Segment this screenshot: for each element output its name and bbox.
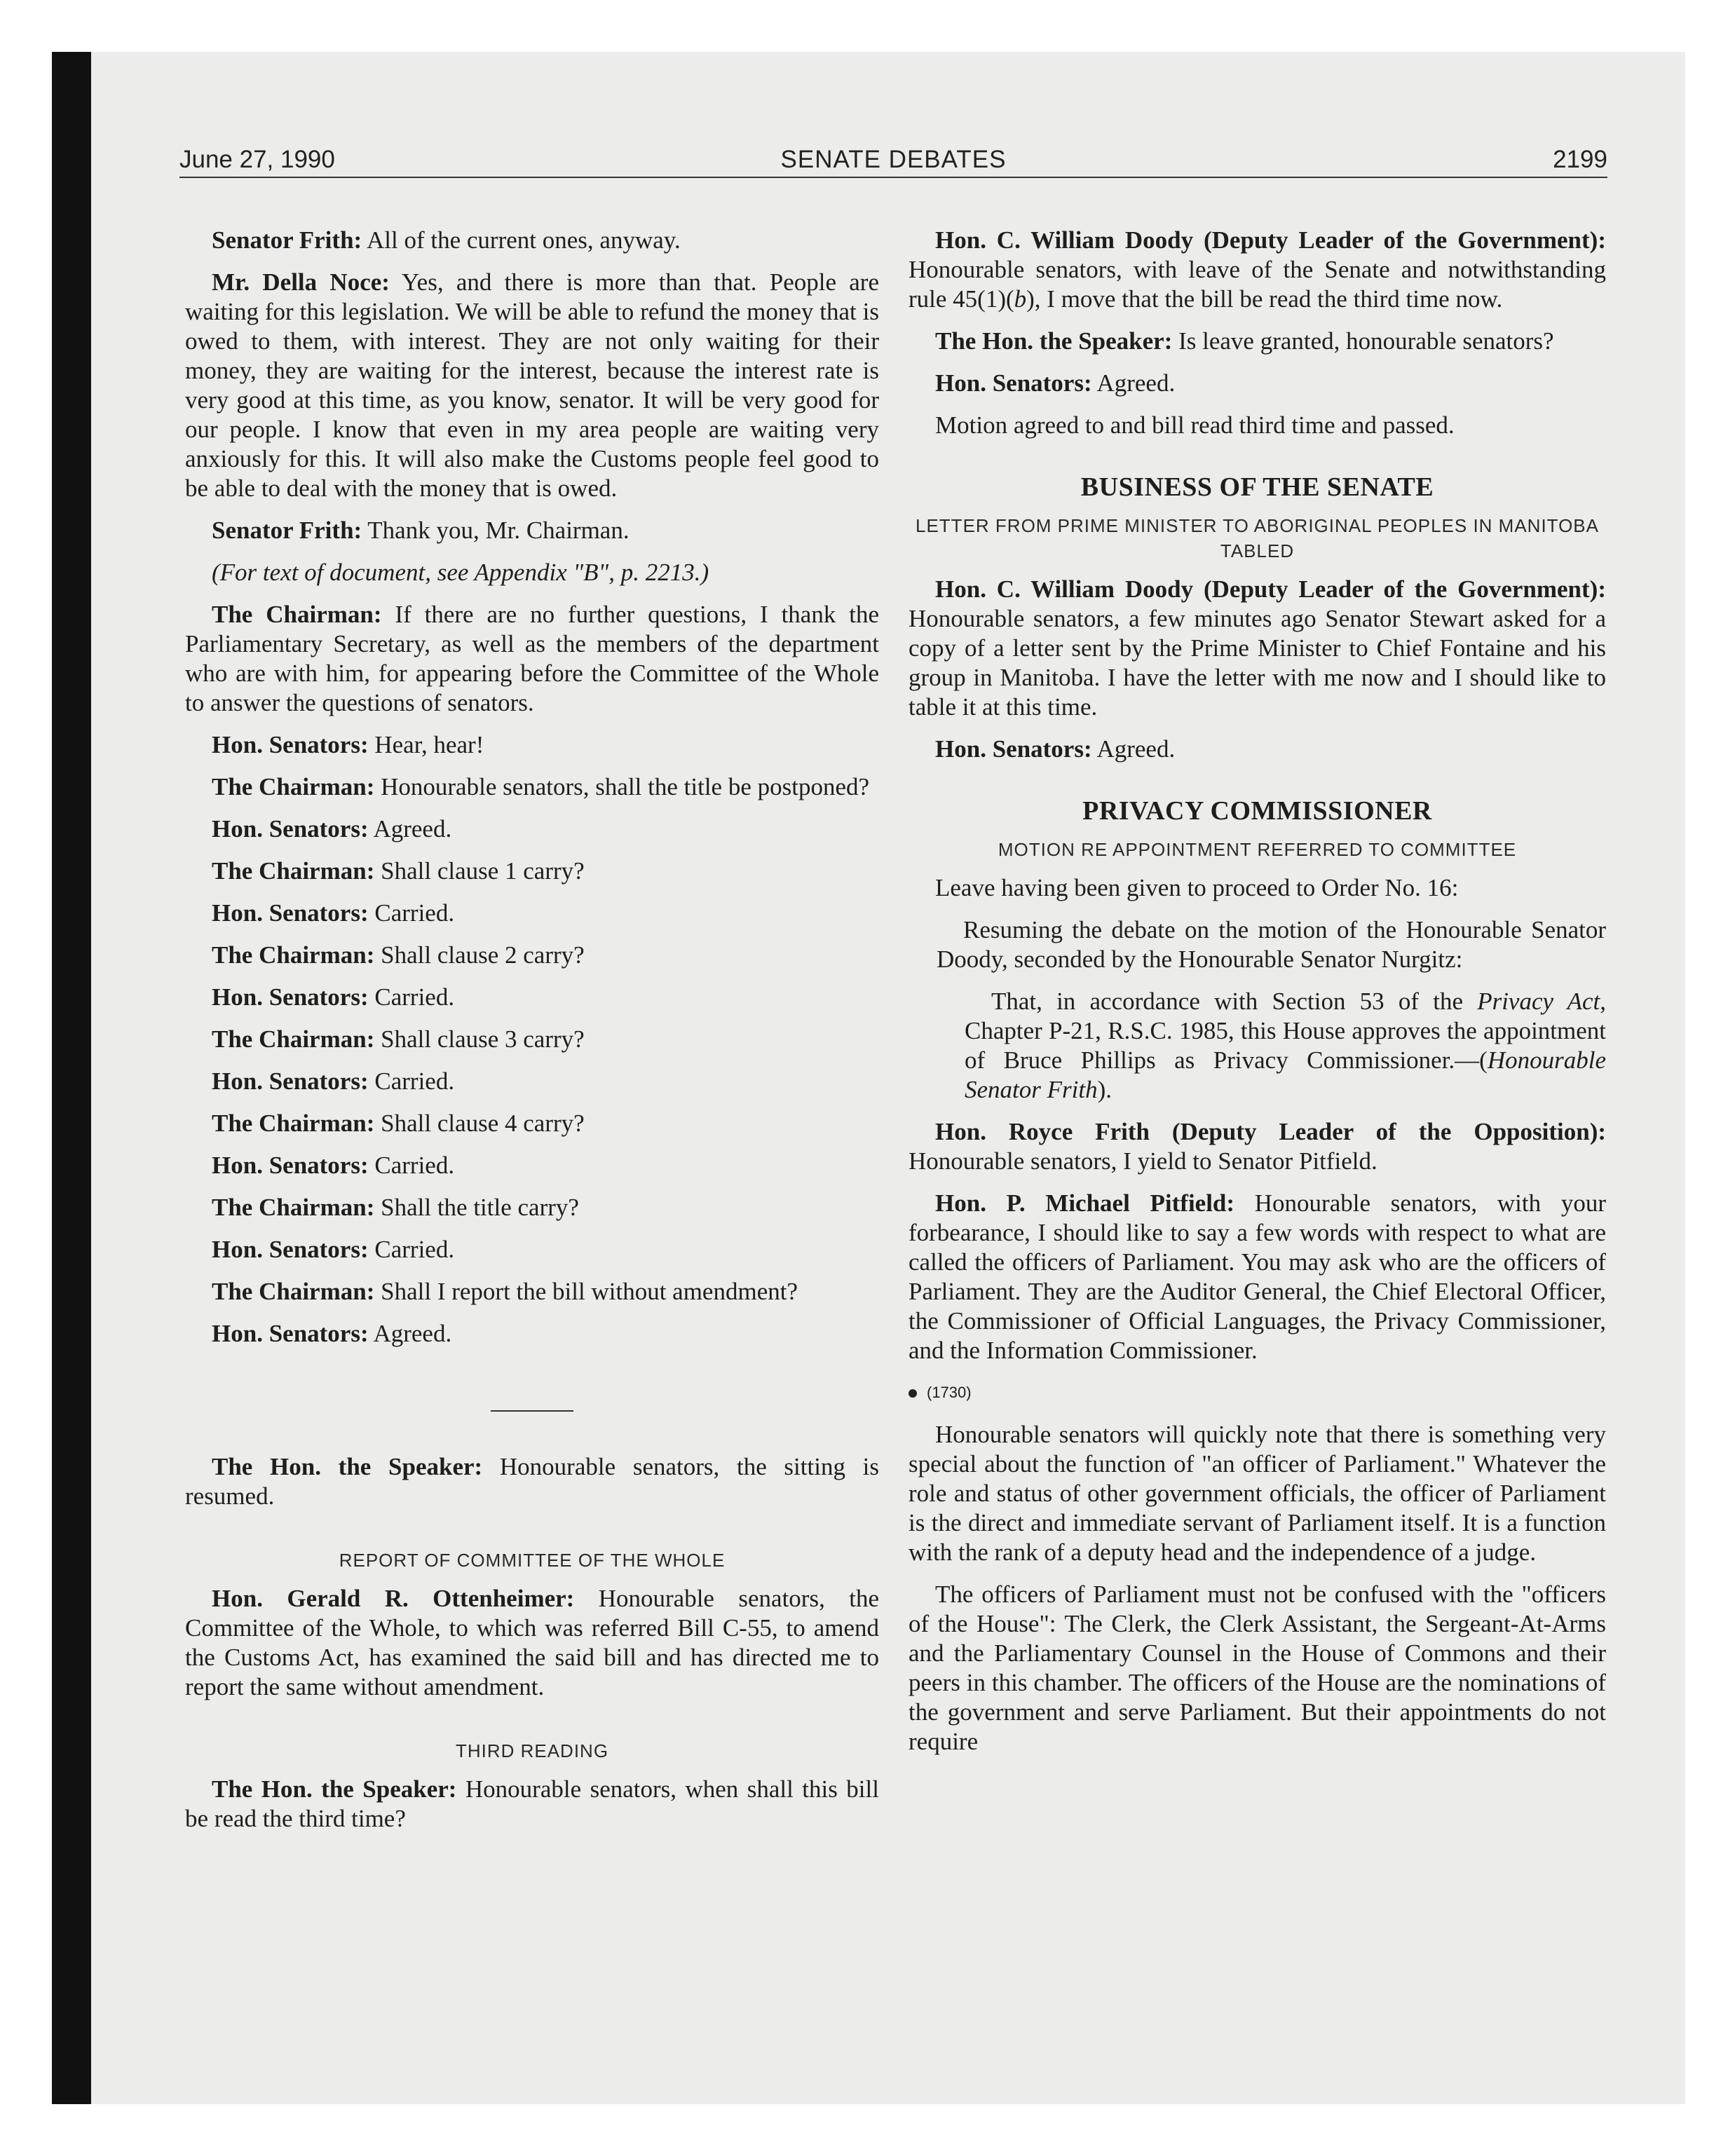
- italic-text: Privacy Act: [1477, 988, 1600, 1015]
- italic-text: Honourable Senator Frith: [965, 1046, 1606, 1103]
- speaker-name: Hon. Senators:: [935, 369, 1092, 397]
- paragraph: [185, 226, 879, 255]
- paragraph: [185, 1277, 879, 1306]
- speech-text: Is leave granted, honourable senators?: [1172, 327, 1554, 355]
- paragraph: [185, 730, 879, 760]
- speaker-name: Hon. Senators:: [212, 1067, 369, 1095]
- speech-text: Carried.: [368, 899, 455, 927]
- speech-text: Carried.: [368, 1152, 455, 1179]
- speaker-name: The Hon. the Speaker:: [935, 327, 1173, 355]
- paragraph: [185, 1025, 879, 1054]
- speech-text: Agreed.: [368, 1320, 452, 1347]
- speech-text: Honourable senators, when shall this bill be read the third time?: [185, 1775, 879, 1832]
- speech-text: Honourable senators, I yield to Senator Pitfield.: [909, 1147, 1377, 1175]
- speech-text: Agreed.: [1091, 369, 1176, 397]
- quoted-motion: [965, 987, 1606, 1105]
- speech-text: Agreed.: [1091, 735, 1176, 763]
- speaker-name: Mr. Della Noce:: [212, 268, 390, 296]
- speech-text: All of the current ones, anyway.: [362, 226, 681, 254]
- header-title: SENATE DEBATES: [780, 146, 1007, 173]
- paragraph: Honourable senators will quickly note that there is something very special about the function of "an officer of Parliament." Whatever the role and status of other government officials, the officer of Parliament is the direct and immediate servant of Parliament itself. It is a function with the rank of a deputy head and the independence of a judge.: [909, 1421, 1606, 1566]
- paragraph: [185, 941, 879, 970]
- paragraph: [185, 857, 879, 886]
- binding-strip: [52, 52, 91, 2104]
- speech-text: Shall clause 3 carry?: [374, 1025, 585, 1053]
- speech-text: Carried.: [368, 1067, 455, 1095]
- paragraph: [185, 814, 879, 844]
- paragraph: [909, 369, 1606, 398]
- paragraph: [185, 1319, 879, 1349]
- speaker-name: Senator Frith:: [212, 517, 362, 544]
- paragraph: [185, 268, 879, 503]
- paragraph: [185, 516, 879, 545]
- speaker-name: The Chairman:: [212, 1110, 375, 1137]
- speaker-name: Hon. Royce Frith (Deputy Leader of the Opposition):: [935, 1118, 1606, 1145]
- subheading-letter-tabled: LETTER FROM PRIME MINISTER TO ABORIGINAL PEOPLES IN MANITOBA TABLED: [916, 515, 1599, 561]
- header-page-number: 2199: [1553, 146, 1607, 173]
- speaker-name: Hon. Gerald R. Ottenheimer:: [212, 1585, 575, 1612]
- speaker-name: Senator Frith:: [212, 226, 362, 254]
- speaker-name: The Hon. the Speaker:: [212, 1775, 457, 1803]
- paragraph: [185, 1193, 879, 1222]
- paragraph: [909, 327, 1606, 356]
- paragraph: The officers of Parliament must not be confused with the "officers of the House": The Clerk, the Clerk Assistant, the Sergeant-At-Arms and the Parliamentary Counsel in the House of Commons and their peers in this chamber. The officers of the House are the nominations of the government and serve Parliament. But their appointments do not require: [909, 1581, 1606, 1755]
- paragraph: [185, 1235, 879, 1264]
- speaker-name: Hon. C. William Doody (Deputy Leader of the Government):: [935, 226, 1606, 254]
- speaker-name: Hon. Senators:: [212, 731, 369, 758]
- speaker-name: Hon. Senators:: [212, 1320, 369, 1347]
- paragraph: Motion agreed to and bill read third time and passed.: [935, 411, 1455, 439]
- paragraph: [185, 1151, 879, 1180]
- left-column: [185, 226, 879, 1846]
- motion-text: , Chapter P-21, R.S.C. 1985, this House approves the appointment of Bruce Phillips as Privacy Commissioner.—(: [965, 988, 1606, 1074]
- speech-text: Carried.: [368, 983, 455, 1011]
- speaker-name: Hon. P. Michael Pitfield:: [935, 1189, 1235, 1217]
- speech-text: Yes, and there is more than that. People are waiting for this legislation. We will be able to refund the money that is owed to them, with interest. They are not only waiting for their money, they are waiting for the interest, because the interest rate is very good at this time, as you know, senator. It will be very good for our people. I know that even in my area people are waiting very anxiously for this. It will also make the Customs people feel good to be able to deal with the money that is owed.: [185, 268, 879, 502]
- speech-text: Shall the title carry?: [374, 1194, 579, 1221]
- speech-text: ), I move that the bill be read the third time now.: [1026, 285, 1503, 313]
- speaker-name: Hon. Senators:: [935, 735, 1092, 763]
- paragraph: [185, 1067, 879, 1096]
- speech-text: Honourable senators, the sitting is resumed.: [185, 1453, 879, 1510]
- right-column: [909, 226, 1606, 1769]
- speech-text: Honourable senators, with leave of the Senate and notwithstanding rule 45(1)(: [909, 256, 1606, 313]
- paragraph: [909, 1189, 1606, 1365]
- speech-text: Honourable senators, shall the title be postponed?: [374, 773, 870, 800]
- italic-text: b: [1014, 285, 1027, 313]
- paragraph: [909, 1117, 1606, 1176]
- speaker-name: The Chairman:: [212, 773, 375, 800]
- speaker-name: Hon. Senators:: [212, 815, 369, 842]
- page-header: [179, 142, 1607, 178]
- speech-text: Thank you, Mr. Chairman.: [362, 517, 630, 544]
- paragraph: [909, 226, 1606, 314]
- paragraph: [185, 1584, 879, 1702]
- speech-text: Honourable senators, a few minutes ago Senator Stewart asked for a copy of a letter sent by the Prime Minister to Chief Fontaine and his group in Manitoba. I have the letter with me now and I should like to table it at this time.: [909, 605, 1606, 721]
- speaker-name: The Chairman:: [212, 1025, 375, 1053]
- speech-text: Shall clause 1 carry?: [374, 857, 585, 885]
- paragraph: [185, 1109, 879, 1138]
- paragraph: [185, 600, 879, 718]
- speech-text: Honourable senators, with your forbearance, I should like to say a few words with respect to what are called the officers of Parliament. You may ask who are the officers of Parliament. They are the Auditor General, the Chief Electoral Officer, the Commissioner of Official Languages, the Privacy Commissioner, and the Information Commissioner.: [909, 1189, 1606, 1364]
- speech-text: Hear, hear!: [368, 731, 484, 758]
- paragraph: [909, 735, 1606, 764]
- speech-text: Shall I report the bill without amendment?: [374, 1278, 798, 1305]
- paragraph: [185, 983, 879, 1012]
- speaker-name: The Hon. the Speaker:: [212, 1453, 483, 1480]
- heading-privacy-commissioner: PRIVACY COMMISSIONER: [1082, 796, 1432, 826]
- subheading-report: REPORT OF COMMITTEE OF THE WHOLE: [339, 1550, 726, 1571]
- speech-text: Shall clause 2 carry?: [374, 941, 585, 969]
- speech-text: Shall clause 4 carry?: [374, 1110, 585, 1137]
- subheading-third-reading: THIRD READING: [455, 1740, 609, 1761]
- appendix-note: (For text of document, see Appendix "B", p. 2213.): [212, 559, 709, 586]
- speech-text: Honourable senators, the Committee of the Whole, to which was referred Bill C-55, to amend the Customs Act, has examined the said bill and has directed me to report the same without amendment.: [185, 1585, 879, 1700]
- paragraph: Leave having been given to proceed to Order No. 16:: [935, 874, 1459, 901]
- speaker-name: Hon. C. William Doody (Deputy Leader of the Government):: [935, 575, 1606, 603]
- section-divider: [491, 1410, 573, 1412]
- speaker-name: The Chairman:: [212, 941, 375, 969]
- quoted-paragraph: Resuming the debate on the motion of the Honourable Senator Doody, seconded by the Honourable Senator Nurgitz:: [937, 916, 1606, 973]
- paragraph: [185, 1775, 879, 1834]
- speech-text: Agreed.: [368, 815, 452, 842]
- speaker-name: Hon. Senators:: [212, 899, 369, 927]
- speech-text: If there are no further questions, I thank the Parliamentary Secretary, as well as the members of the department who are with him, for appearing before the Committee of the Whole to answer the questions of senators.: [185, 601, 880, 716]
- header-date: June 27, 1990: [179, 146, 335, 173]
- paragraph: [185, 1452, 879, 1511]
- speaker-name: The Chairman:: [212, 1278, 375, 1305]
- speaker-name: Hon. Senators:: [212, 1236, 369, 1263]
- motion-text: That, in accordance with Section 53 of the: [991, 988, 1478, 1015]
- paragraph: [909, 575, 1606, 722]
- time-marker: [909, 1378, 1606, 1407]
- speaker-name: The Chairman:: [212, 857, 375, 885]
- subheading-motion: MOTION RE APPOINTMENT REFERRED TO COMMITTEE: [998, 839, 1517, 860]
- heading-business-of-the-senate: BUSINESS OF THE SENATE: [1080, 472, 1434, 502]
- time-marker-text: (1730): [927, 1384, 972, 1401]
- speaker-name: The Chairman:: [212, 601, 382, 628]
- paragraph: [185, 772, 879, 802]
- speaker-name: Hon. Senators:: [212, 983, 369, 1011]
- speaker-name: Hon. Senators:: [212, 1152, 369, 1179]
- motion-text: ).: [1097, 1076, 1112, 1103]
- bullet-icon: [909, 1389, 917, 1398]
- speech-text: Carried.: [368, 1236, 455, 1263]
- paragraph: [185, 899, 879, 928]
- speaker-name: The Chairman:: [212, 1194, 375, 1221]
